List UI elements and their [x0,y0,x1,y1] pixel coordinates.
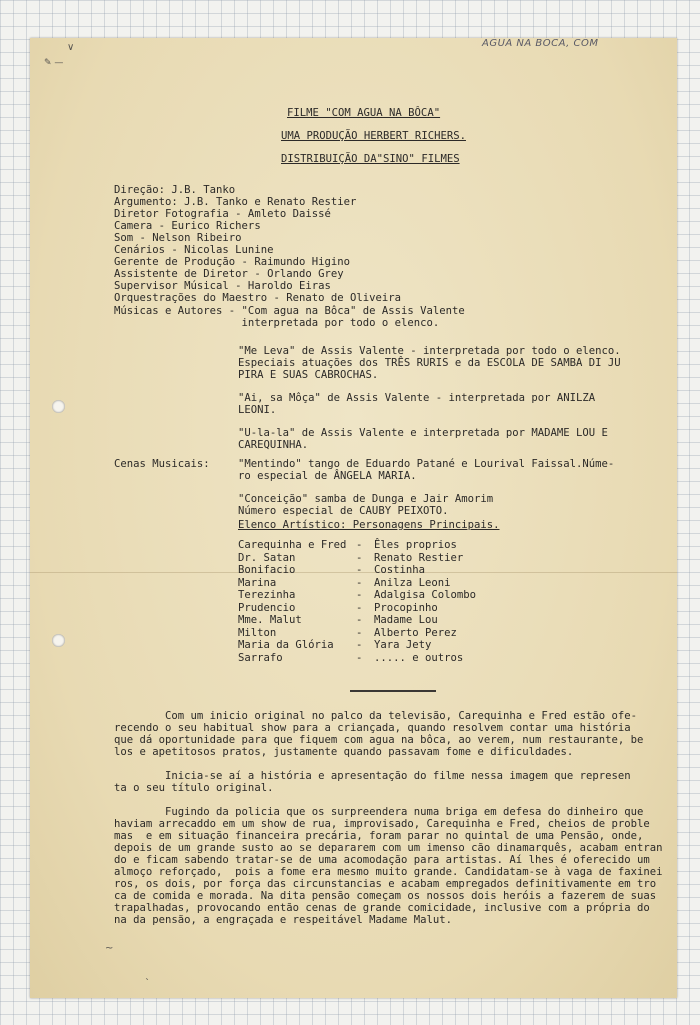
cast-role: Prudencio [238,601,296,614]
cast-role: Bonifacio [238,564,296,576]
pencil-mark: ✎ — [44,58,64,68]
cast-dash: - [356,589,363,601]
cast-actor: Renato Restier [374,551,464,564]
synopsis-line: ca de comida e morada. Na dita pensão começam os nossos dois heróis a fazerem de suas [114,890,657,902]
synopsis-line: haviam arrecaddo em um show de rua, improvisado, Carequinha e Fred, cheios de proble [114,818,650,830]
section-divider [350,690,436,692]
musica-line: "U-la-la" de Assis Valente e interpretada por MADAME LOU E [238,427,608,439]
cast-dash: - [356,651,363,664]
cast-dash: - [356,626,363,639]
pencil-mark: ` [145,978,150,989]
cast-actor: Costinha [374,564,426,576]
credit-line: Camera - Eurico Richers [114,220,261,232]
cast-dash: - [356,551,363,564]
header-production: UMA PRODUÇÃO HERBERT RICHERS. [281,130,466,142]
cast-dash: - [356,576,363,589]
credit-line: Assistente de Diretor - Orlando Grey [114,268,344,280]
cenas-label: Cenas Musicais: [114,458,210,470]
document-page [30,38,677,998]
punch-hole [52,400,65,413]
cena-line: "Conceição" samba de Dunga e Jair Amorim [238,493,494,505]
cast-actor: Alberto Perez [374,626,457,639]
punch-hole [52,634,65,647]
synopsis-line: almoço reforçado, pois a fome era mesmo muito grande. Candidatam-se à vaga de faxinei [114,866,663,878]
synopsis-line: Com um inicio original no palco da televisão, Carequinha e Fred estão ofe- [114,710,637,722]
cena-line: "Mentindo" tango de Eduardo Patané e Lourival Faissal.Núme- [238,458,615,470]
synopsis-line: recendo o seu habitual show para a criançada, quando resolvem contar uma história [114,722,631,734]
cast-role: Mme. Malut [238,614,302,626]
synopsis-line: na da pensão, a engraçada e respeitável Madame Malut. [114,914,453,926]
header-distribution: DISTRIBUIÇÃO DA"SINO" FILMES [281,153,460,165]
cast-actor: ..... e outros [374,651,464,664]
musica-line: LEONI. [238,404,277,416]
fold-line [30,572,677,573]
cast-role: Maria da Glória [238,639,334,651]
cast-role: Milton [238,626,277,639]
cast-dash: - [356,539,363,551]
credit-line: Cenários - Nicolas Lunine [114,244,274,256]
cast-actor: Madame Lou [374,614,438,626]
cast-dash: - [356,564,363,576]
cast-actor: Anilza Leoni [374,576,451,589]
cast-role: Dr. Satan [238,551,296,564]
cast-actor: Adalgisa Colombo [374,589,477,601]
credit-line: Direção: J.B. Tanko [114,184,236,196]
synopsis-line: ros, os dois, por força das circunstancias e acabam empregados definitivamente em tro [114,878,657,890]
synopsis-line: Fugindo da policia que os surpreendera numa briga em defesa do dinheiro que [114,806,644,818]
cast-dash: - [356,614,363,626]
musica-line: Especiais atuações dos TRÊS RURIS e da ESCOLA DE SAMBA DI JU [238,357,621,369]
credit-line: Gerente de Produção - Raimundo Higino [114,256,350,268]
synopsis-line: que dá oportunidade para que fiquem com agua na bôca, ao verem, num restaurante, be [114,734,644,746]
credit-line: Argumento: J.B. Tanko e Renato Restier [114,196,357,208]
synopsis-line: ta o seu título original. [114,782,274,794]
handwritten-note: AGUA NA BOCA, COM [482,38,599,49]
musica-line: "Me Leva" de Assis Valente - interpretada por todo o elenco. [238,345,621,357]
synopsis-line: Inicia-se aí a história e apresentação do filme nessa imagem que represen [114,770,631,782]
credit-line: Som - Nelson Ribeiro [114,232,242,244]
musica-line: PIRA E SUAS CABROCHAS. [238,369,379,381]
synopsis-line: los e apetitosos pratos, justamente quando passavam fome e dificuldades. [114,746,574,758]
cast-role: Terezinha [238,589,296,601]
cast-role: Marina [238,576,277,589]
cast-dash: - [356,639,363,651]
musica-line: CAREQUINHA. [238,439,309,451]
cena-line: ro especial de ÂNGELA MARIA. [238,470,417,482]
cast-actor: Êles proprios [374,539,457,551]
cast-actor: Yara Jety [374,639,432,651]
credit-line: interpretada por todo o elenco. [114,317,440,329]
cast-role: Carequinha e Fred [238,539,347,551]
header-title: FILME "COM AGUA NA BÔCA" [287,107,441,119]
cast-role: Sarrafo [238,651,283,664]
cena-line: Número especial de CAUBY PEIXOTO. [238,505,449,517]
credit-line: Músicas e Autores - "Com agua na Bôca" de Assis Valente [114,305,465,317]
credit-line: Orquestrações do Maestro - Renato de Oliveira [114,292,402,304]
synopsis-line: trapalhadas, provocando então cenas de grande comicidade, inclusive com a própria do [114,902,650,914]
pencil-mark: ~ [105,943,114,954]
credit-line: Supervisor Músical - Haroldo Eiras [114,280,331,292]
cast-dash: - [356,601,363,614]
synopsis-line: mas e em situação financeira precária, foram parar no quintal de uma Pensão, onde, [114,830,644,842]
elenco-title: Elenco Artístico: Personagens Principais. [238,519,500,531]
pencil-mark: ∨ [67,42,75,53]
cast-actor: Procopinho [374,601,438,614]
synopsis-line: depois de um grande susto ao se depararem com um imenso cão dinamarquês, acabam entran [114,842,663,854]
synopsis-line: do e ficam sabendo tratar-se de uma acomodação para artistas. Aí lhes é oferecido um [114,854,650,866]
musica-line: "Ai, sa Môça" de Assis Valente - interpretada por ANILZA [238,392,596,404]
credit-line: Diretor Fotografia - Amleto Daissé [114,208,331,220]
